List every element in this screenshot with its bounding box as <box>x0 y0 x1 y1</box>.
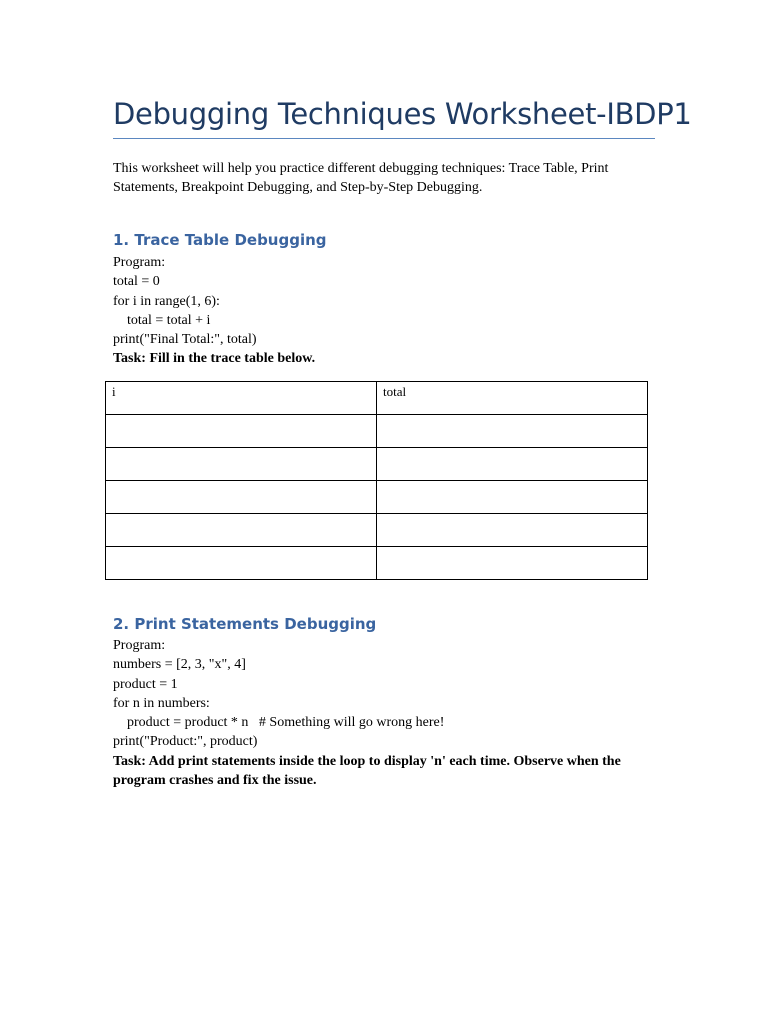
column-header-i: i <box>106 382 377 415</box>
table-cell-total[interactable] <box>377 415 648 448</box>
table-header-row <box>106 382 648 415</box>
code-line: Program: <box>113 255 166 270</box>
table-cell-i[interactable] <box>106 514 377 547</box>
code-line: product = product * n # Something will go wrong here! <box>113 715 445 731</box>
table-row <box>106 547 648 580</box>
table-cell-total[interactable] <box>377 547 648 580</box>
section-heading-print-statements: 2. Print Statements Debugging <box>113 615 377 633</box>
print-statements-task: Task: Add print statements inside the loop to display 'n' each time. Observe when the program crashes and fix the issue. <box>113 753 621 789</box>
code-line: total = 0 <box>113 274 160 290</box>
column-header-total: total <box>377 382 648 415</box>
code-line: for i in range(1, 6): <box>113 293 220 309</box>
section-heading-trace-table: 1. Trace Table Debugging <box>113 231 327 249</box>
code-line: Program: <box>113 638 166 653</box>
trace-table-task: Task: Fill in the trace table below. <box>113 351 316 367</box>
code-line: total = total + i <box>113 312 211 328</box>
page-title: Debugging Techniques Worksheet-IBDP1 <box>113 97 692 131</box>
intro-paragraph: This worksheet will help you practice different debugging techniques: Trace Table, Print Statements, Breakpoint Debugging, and Step-by-Step Debugging. <box>113 161 609 195</box>
trace-table <box>105 381 648 580</box>
title-underline <box>113 138 655 139</box>
code-line: print("Product:", product) <box>113 734 258 750</box>
code-line: product = 1 <box>113 676 178 692</box>
table-cell-total[interactable] <box>377 514 648 547</box>
table-cell-i[interactable] <box>106 547 377 580</box>
table-cell-total[interactable] <box>377 448 648 481</box>
print-statements-program <box>113 636 655 790</box>
table-cell-i[interactable] <box>106 481 377 514</box>
table-row <box>106 481 648 514</box>
table-cell-total[interactable] <box>377 481 648 514</box>
trace-table-program <box>113 253 655 369</box>
code-line: numbers = [2, 3, "x", 4] <box>113 657 246 673</box>
table-row <box>106 415 648 448</box>
table-row <box>106 514 648 547</box>
code-line: for n in numbers: <box>113 695 210 711</box>
code-line: print("Final Total:", total) <box>113 332 257 348</box>
table-row <box>106 448 648 481</box>
table-cell-i[interactable] <box>106 415 377 448</box>
table-cell-i[interactable] <box>106 448 377 481</box>
